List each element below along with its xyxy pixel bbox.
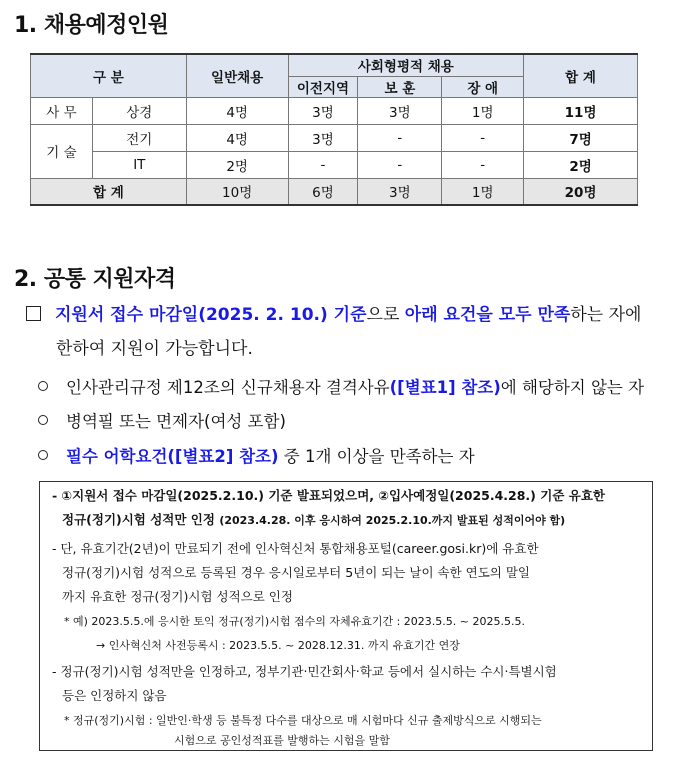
text-span: 에 해당하지 않는 자 [500, 378, 645, 397]
total-cell: 11명 [524, 97, 638, 124]
text-span: 인사관리규정 제12조의 신규채용자 결격사유 [66, 378, 390, 397]
note-line: 까지 유효한 정규(정기)시험 성적으로 인정 [62, 589, 293, 604]
note-line: → 인사혁신처 사전등록시 : 2023.5.5. ~ 2028.12.31. 까지 유효기간 연장 [96, 639, 460, 652]
text-span: 중 1개 이상을 만족하는 자 [278, 447, 475, 466]
text-span: 병역필 또는 면제자(여성 포함) [66, 412, 286, 431]
group-cell: 기 술 [31, 124, 93, 178]
header-total: 합 계 [524, 54, 638, 97]
bullet-military [38, 408, 286, 432]
note-line: - 정규(정기)시험 성적만을 인정하고, 정부기관‧민간회사‧학교 등에서 실시하는 수시‧특별시험 [52, 664, 557, 679]
total-general: 10명 [186, 178, 288, 205]
total-relocation: 6명 [288, 178, 358, 205]
table-row [31, 124, 638, 151]
group-cell: 사 무 [31, 97, 93, 124]
total-cell: 7명 [524, 124, 638, 151]
general-cell: 4명 [186, 97, 288, 124]
main-requirement-line2: 한하여 지원이 가능합니다. [56, 339, 253, 359]
bullet-language [38, 443, 475, 467]
disabled-cell: 1명 [442, 97, 524, 124]
circle-bullet-icon [38, 450, 48, 460]
note-line: 등은 인정하지 않음 [62, 688, 167, 703]
table-total-row [31, 178, 638, 205]
header-relocation: 이전지역 [288, 76, 358, 97]
section1-title: 1. 채용예정인원 [14, 13, 169, 38]
circle-bullet-icon [38, 381, 48, 391]
total-cell: 2명 [524, 151, 638, 178]
disabled-cell: - [442, 151, 524, 178]
note-line [62, 510, 565, 528]
total-total: 20명 [524, 178, 638, 205]
requirement-text: 아래 요건을 모두 만족 [404, 305, 571, 325]
text-span: 하는 자에 [570, 305, 642, 325]
text-span: (2023.4.28. 이후 응시하여 2025.2.10.까지 발표된 성적이어야 함) [219, 514, 566, 527]
veteran-cell: - [358, 124, 442, 151]
bullet-disqualification [38, 374, 644, 398]
annex2-ref: 필수 어학요건([별표2] 참조) [66, 447, 279, 466]
deadline-text: 지원서 접수 마감일(2025. 2. 10.) 기준 [55, 305, 367, 325]
text-span: 정규(정기)시험 성적만 인정 [62, 512, 220, 527]
note-line: - 단, 유효기간(2년)이 만료되기 전에 인사혁신처 통합채용포털(career.gosi.kr)에 유효한 [52, 541, 539, 556]
annex1-ref: ([별표1] 참조) [389, 378, 501, 397]
note-line: 시험으로 공인성적표를 발행하는 시험을 말함 [174, 734, 390, 747]
header-disabled: 장 애 [442, 76, 524, 97]
total-disabled: 1명 [442, 178, 524, 205]
field-cell: 상경 [92, 97, 186, 124]
relocation-cell: 3명 [288, 124, 358, 151]
language-notes-box [39, 481, 653, 751]
disabled-cell: - [442, 124, 524, 151]
note-line: 정규(정기)시험 성적으로 등록된 경우 응시일로부터 5년이 되는 날이 속한 연도의 말일 [62, 565, 530, 580]
header-veteran: 보 훈 [358, 76, 442, 97]
veteran-cell: 3명 [358, 97, 442, 124]
veteran-cell: - [358, 151, 442, 178]
general-cell: 4명 [186, 124, 288, 151]
table-row [31, 151, 638, 178]
circle-bullet-icon [38, 415, 48, 425]
main-requirement [26, 300, 641, 325]
total-veteran: 3명 [358, 178, 442, 205]
note-line: * 정규(정기)시험 : 일반인‧학생 등 불특정 다수를 대상으로 매 시험마다 신규 출제방식으로 시행되는 [64, 714, 542, 727]
checkbox-square-icon [26, 306, 41, 321]
recruitment-table [30, 53, 638, 206]
total-label: 합 계 [31, 178, 187, 205]
header-social: 사회형평적 채용 [288, 54, 524, 76]
header-category: 구 분 [31, 54, 187, 97]
text-span: 으로 [366, 305, 405, 325]
field-cell: 전기 [92, 124, 186, 151]
relocation-cell: 3명 [288, 97, 358, 124]
table-row [31, 97, 638, 124]
section2-title: 2. 공통 지원자격 [14, 267, 176, 292]
note-line: - ①지원서 접수 마감일(2025.2.10.) 기준 발표되었으며, ②입사예정일(2025.4.28.) 기준 유효한 [52, 488, 605, 503]
header-general: 일반채용 [186, 54, 288, 97]
relocation-cell: - [288, 151, 358, 178]
general-cell: 2명 [186, 151, 288, 178]
note-line: * 예) 2023.5.5.에 응시한 토익 정규(정기)시험 점수의 자체유효기간 : 2023.5.5. ~ 2025.5.5. [64, 615, 525, 628]
field-cell: IT [92, 151, 186, 178]
